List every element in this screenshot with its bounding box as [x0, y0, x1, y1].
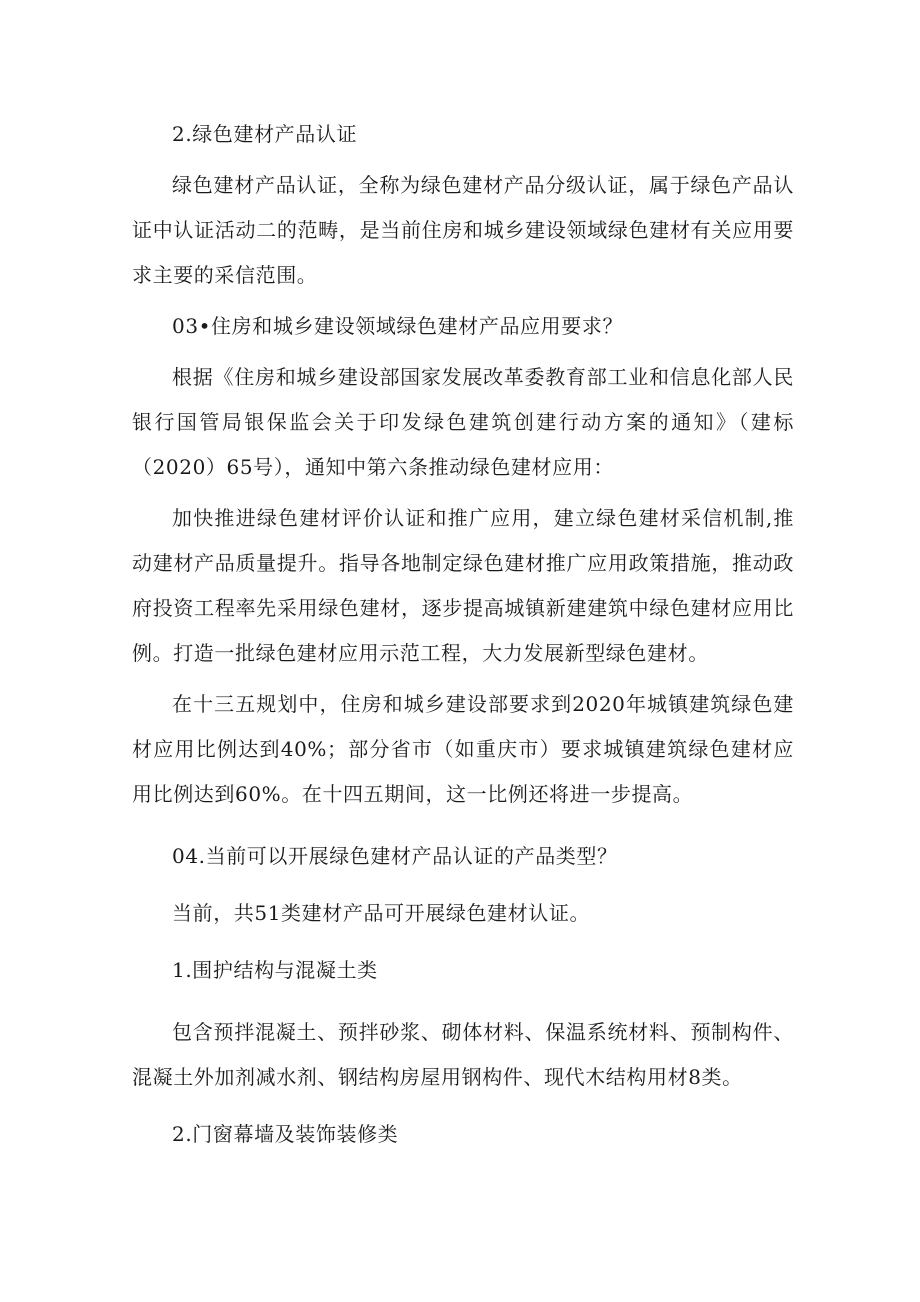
section-heading-04-product-types: 04.当前可以开展绿色建材产品认证的产品类型？: [172, 844, 618, 868]
paragraph-notice-reference: 根据《住房和城乡建设部国家发展改革委教育部工业和信息化部人民银行国管局银保监会关于印发绿色建筑创建行动方案的通知》（建标（2020）65号），通知中第六条推动绿色建材应用：: [132, 365, 794, 479]
subheading-envelope-concrete: 1.围护结构与混凝土类: [172, 958, 378, 982]
paragraph-planning-targets: 在十三五规划中，住房和城乡建设部要求到2020年城镇建筑绿色建材应用比例达到40%；部分省市（如重庆市）要求城镇建筑绿色建材应用比例达到60%。在十四五期间，这一比例还将进一步提高。: [132, 692, 794, 806]
paragraph-envelope-concrete-items: 包含预拌混凝土、预拌砂浆、砌体材料、保温系统材料、预制构件、混凝土外加剂减水剂、钢结构房屋用钢构件、现代木结构用材8类。: [132, 1020, 794, 1089]
subheading-doors-windows-decoration: 2.门窗幕墙及装饰装修类: [172, 1122, 399, 1146]
paragraph-promotion-measures: 加快推进绿色建材评价认证和推广应用，建立绿色建材采信机制,推动建材产品质量提升。指导各地制定绿色建材推广应用政策措施，推动政府投资工程率先采用绿色建材，逐步提高城镇新建建筑中绿色建材应用比例。打造一批绿色建材应用示范工程，大力发展新型绿色建材。: [132, 506, 794, 665]
section-heading-03-application-requirements: 03•住房和城乡建设领域绿色建材产品应用要求？: [172, 314, 624, 338]
section-heading-green-product-certification: 2.绿色建材产品认证: [172, 122, 358, 146]
paragraph-product-count: 当前，共51类建材产品可开展绿色建材认证。: [172, 901, 591, 925]
document-body: [132, 112, 794, 1157]
paragraph-certification-definition: 绿色建材产品认证，全称为绿色建材产品分级认证，属于绿色产品认证中认证活动二的范畴，是当前住房和城乡建设领域绿色建材有关应用要求主要的采信范围。: [132, 173, 794, 287]
